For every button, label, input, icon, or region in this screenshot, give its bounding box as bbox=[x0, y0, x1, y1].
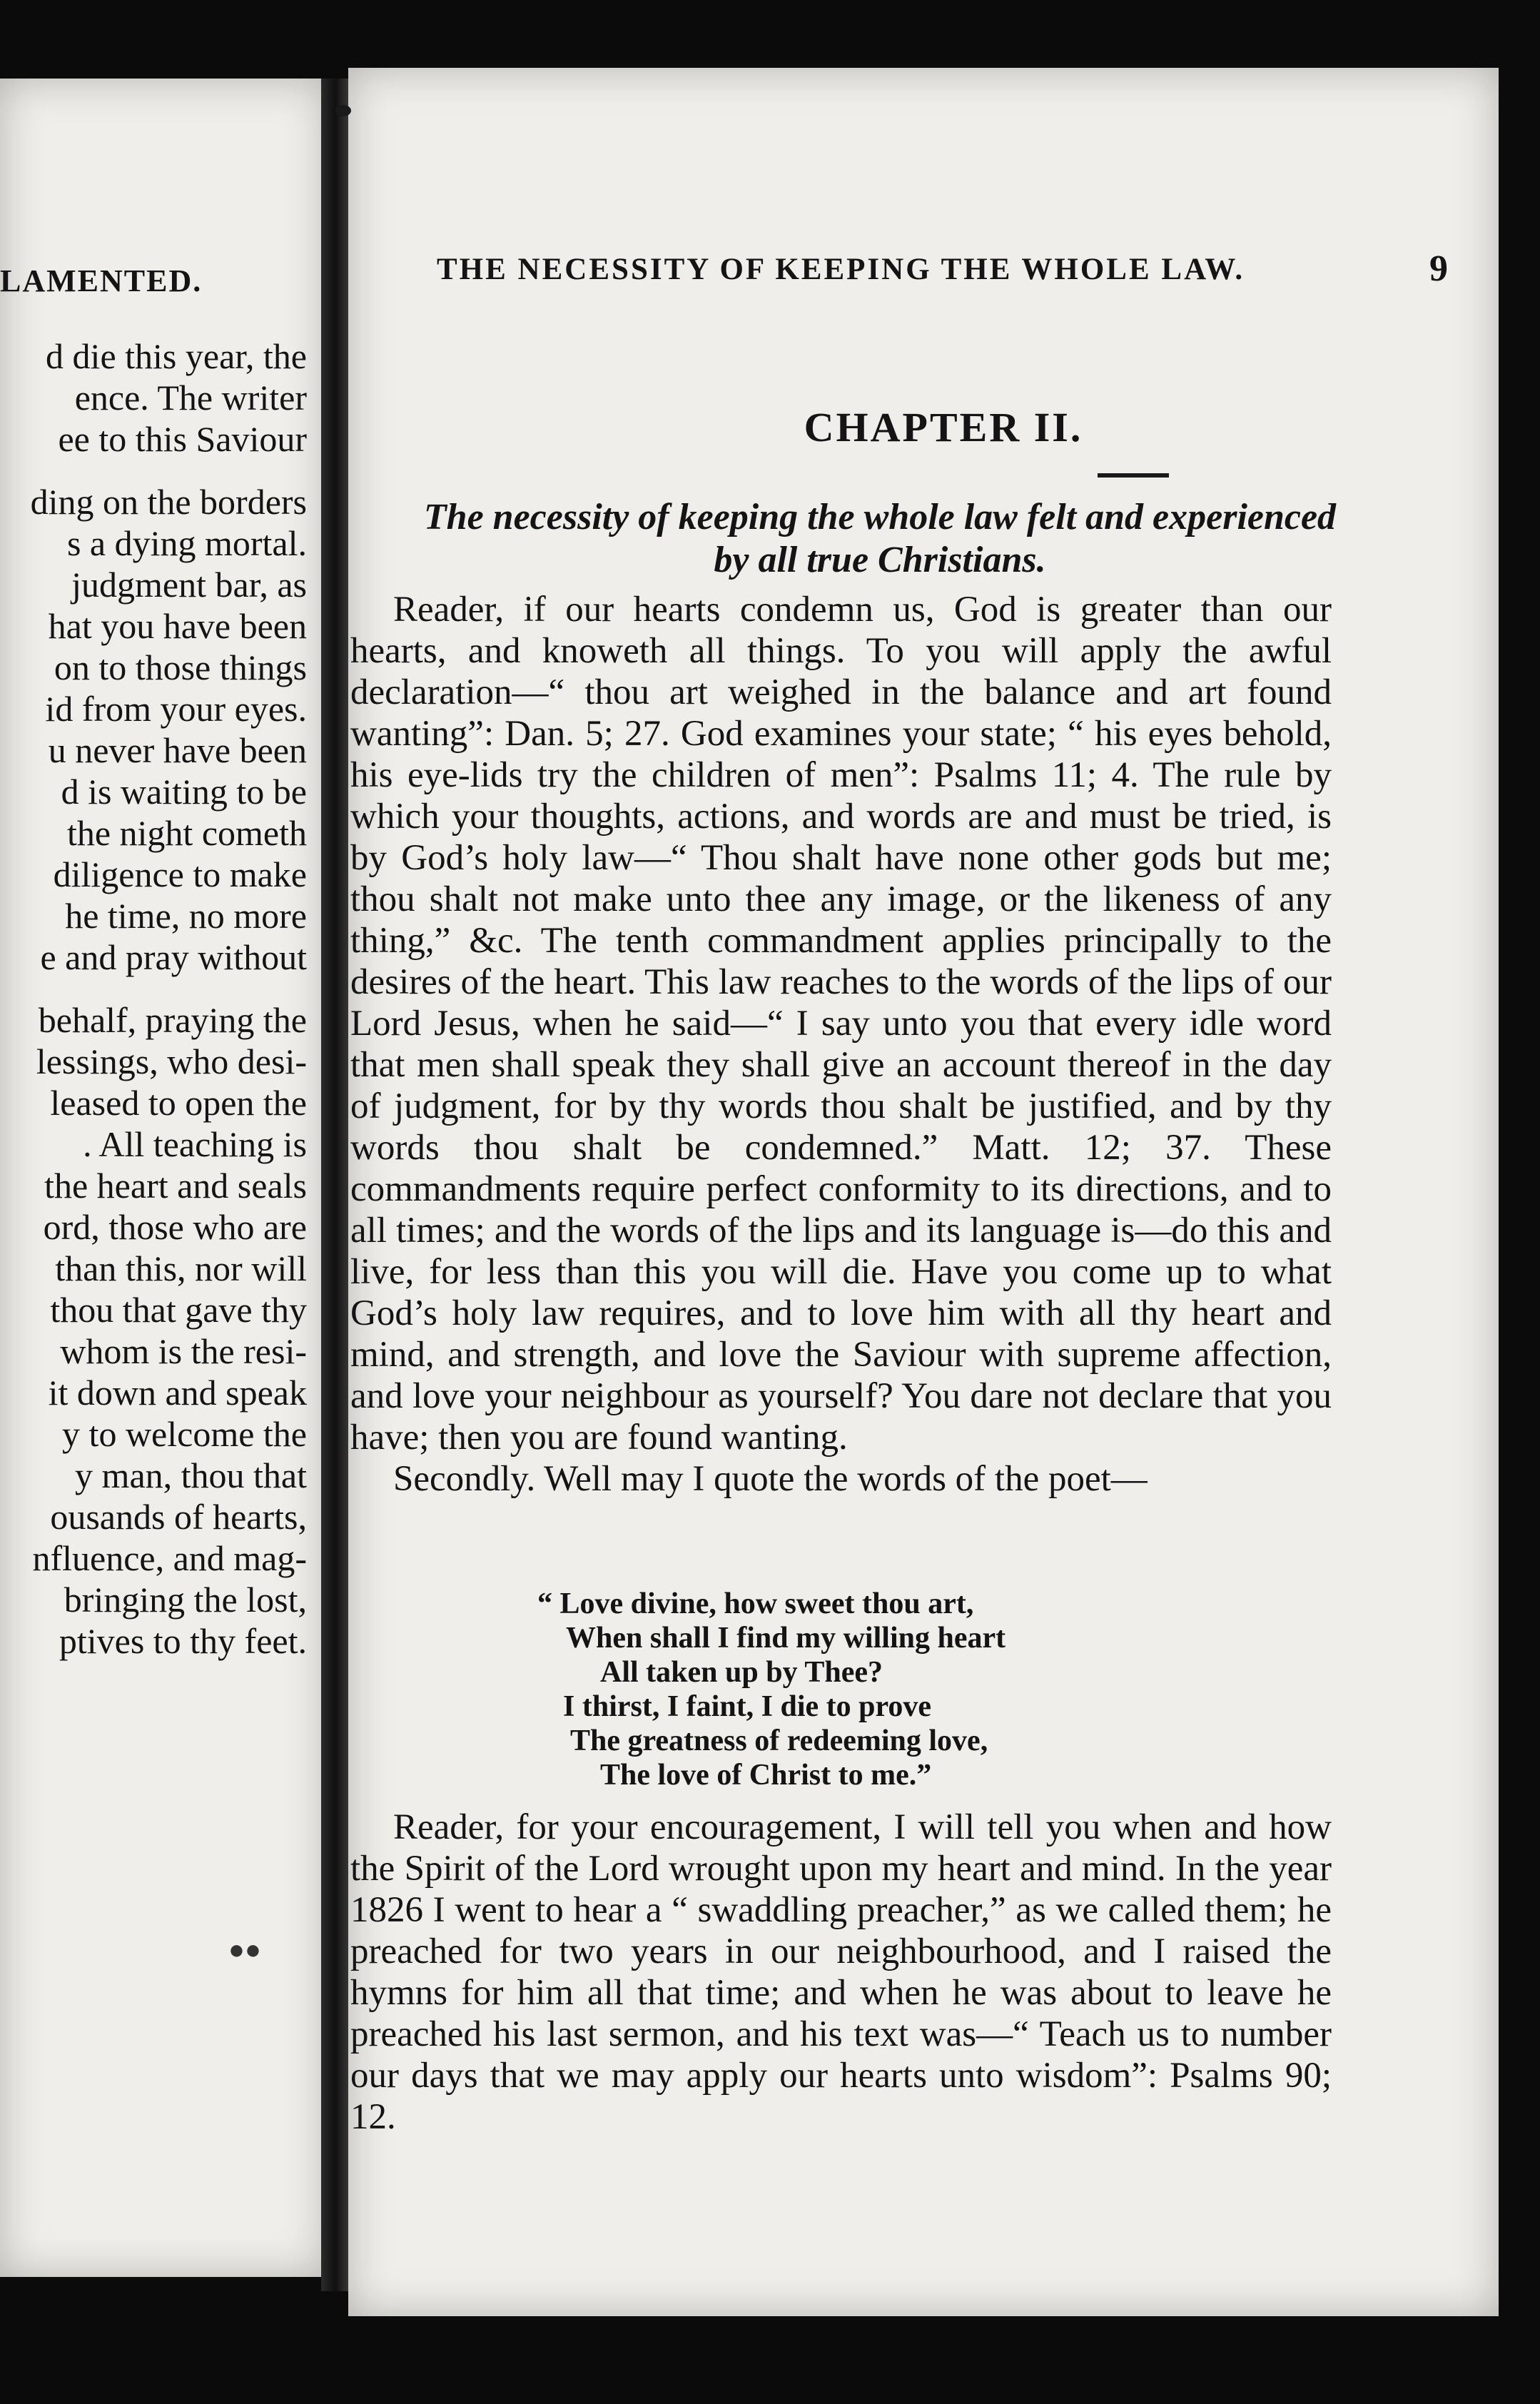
subtitle-line: by all true Christians. bbox=[714, 540, 1046, 580]
paragraph-1: Reader, if our hearts condemn us, God is greater than our hearts, and knoweth all things. To you will apply the awful declaration—“ thou art weighed in the balance and art found wanting”: Dan. 5; 27. God examines your state; “ his eyes behold, his eye-lids try the children of men”: Psalms 11; 4. The rule by which your thoughts, actions, and words are and must be tried, is by God’s holy law—“ Thou shalt have none other gods but me; thou shalt not make unto thee any image, or the likeness of any thing,” &c. The tenth commandment applies principally to the desires of the heart. This law reaches to the words of the lips of our Lord Jesus, when he said—“ I say unto you that every idle word that men shall speak they shall give an account thereof in the day of judgment, for by thy words thou shalt be justified, and by thy words thou shalt be condemned.” Matt. 12; 37. These commandments require perfect conformity to its directions, and to all times; and the words of the lips and its language is—do this and live, for less than this you will die. Have you come up to what God’s holy law requires, and to love him with all thy heart and mind, and strength, and love the Saviour with supreme affection, and love your neighbour as yourself? You dare not declare that you have; then you are found wanting. bbox=[350, 590, 1332, 1458]
left-page-line: bringing the lost, bbox=[64, 1580, 307, 1620]
left-page-line: whom is the resi- bbox=[60, 1331, 307, 1371]
left-page-line: d is waiting to be bbox=[61, 772, 307, 812]
body-text bbox=[350, 589, 1332, 1500]
chapter-title: CHAPTER II. bbox=[804, 404, 1083, 450]
left-page bbox=[0, 79, 327, 2277]
left-page-line: he time, no more bbox=[65, 896, 307, 936]
poem-line: All taken up by Thee? bbox=[600, 1656, 883, 1689]
left-page-line: it down and speak bbox=[48, 1373, 307, 1413]
left-line-gap bbox=[0, 978, 307, 999]
poem-line: The greatness of redeeming love, bbox=[570, 1724, 988, 1757]
book-gutter bbox=[321, 79, 350, 2291]
left-page-line: y to welcome the bbox=[62, 1414, 307, 1454]
left-page-line: on to those things bbox=[54, 647, 307, 687]
poem-line: When shall I find my willing heart bbox=[566, 1622, 1006, 1655]
subtitle-line: The necessity of keeping the whole law felt and experienced bbox=[423, 497, 1337, 537]
ink-smudge: ●● bbox=[228, 1935, 261, 1965]
left-page-line: ptives to thy feet. bbox=[59, 1621, 307, 1661]
left-page-line: id from your eyes. bbox=[45, 689, 307, 729]
left-page-line: nfluence, and mag- bbox=[32, 1538, 307, 1578]
left-page-line: judgment bar, as bbox=[71, 565, 307, 605]
poem bbox=[537, 1587, 1005, 1792]
poem-line: “ Love divine, how sweet thou art, bbox=[537, 1587, 974, 1620]
left-page-line: . All teaching is bbox=[83, 1124, 307, 1164]
left-page-line: d die this year, the bbox=[46, 336, 307, 376]
left-page-line: ee to this Saviour bbox=[58, 419, 307, 459]
left-line-gap bbox=[0, 460, 307, 481]
page-number: 9 bbox=[1429, 248, 1450, 289]
title-rule bbox=[1098, 473, 1169, 478]
right-page bbox=[348, 68, 1499, 2316]
left-page-line: thou that gave thy bbox=[50, 1290, 307, 1330]
left-page-line: s a dying mortal. bbox=[66, 523, 307, 563]
left-page-line: ence. The writer bbox=[74, 378, 307, 418]
left-page-line: e and pray without bbox=[40, 937, 307, 977]
chapter-subtitle bbox=[348, 496, 1412, 582]
left-page-line: u never have been bbox=[48, 730, 307, 770]
paragraph-2: Secondly. Well may I quote the words of the poet— bbox=[393, 1459, 1148, 1499]
poem-line: The love of Christ to me.” bbox=[600, 1759, 932, 1792]
left-page-line: lessings, who desi- bbox=[36, 1041, 307, 1081]
left-page-line: hat you have been bbox=[48, 606, 307, 646]
left-page-line: leased to open the bbox=[50, 1083, 307, 1123]
left-page-line: y man, thou that bbox=[75, 1455, 307, 1495]
running-head-title: THE NECESSITY OF KEEPING THE WHOLE LAW. bbox=[437, 253, 1245, 286]
left-page-line: the night cometh bbox=[66, 813, 307, 853]
running-head bbox=[437, 248, 1450, 291]
paragraph-3: Reader, for your encouragement, I will tell you when and how the Spirit of the Lord wrought upon my heart and mind. In the year 1826 I went to hear a “ swaddling preacher,” as we called them; he preached for two years in our neighbourhood, and I raised the hymns for him all that time; and when he was about to leave he preached his last sermon, and his text was—“ Teach us to number our days that we may apply our hearts unto wisdom”: Psalms 90; 12. bbox=[350, 1807, 1332, 2137]
left-page-line: ousands of hearts, bbox=[50, 1497, 307, 1537]
left-page-line: behalf, praying the bbox=[38, 1000, 307, 1040]
left-running-head: LAMENTED. bbox=[0, 263, 203, 298]
left-page-line: ding on the borders bbox=[30, 482, 307, 522]
left-page-line: diligence to make bbox=[53, 854, 307, 894]
left-page-line: ord, those who are bbox=[43, 1207, 307, 1247]
poem-line: I thirst, I faint, I die to prove bbox=[563, 1690, 932, 1723]
ink-blot bbox=[335, 105, 351, 116]
left-page-line: than this, nor will bbox=[55, 1248, 307, 1288]
left-page-line: the heart and seals bbox=[44, 1166, 307, 1206]
left-page-text bbox=[0, 335, 307, 1662]
